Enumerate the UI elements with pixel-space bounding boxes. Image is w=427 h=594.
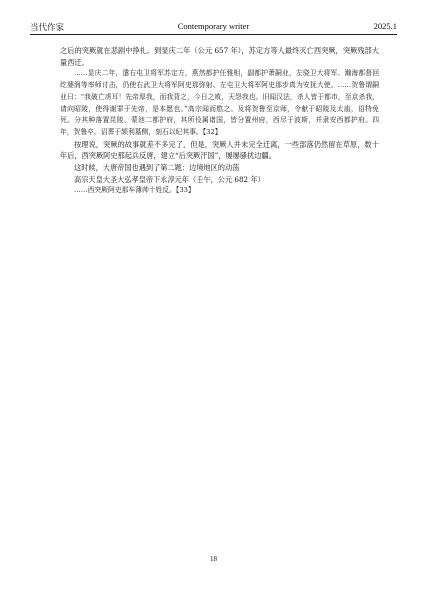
journal-title-en: Contemporary writer [177, 21, 250, 31]
running-header [30, 20, 397, 35]
paragraph: 按理说，突厥的故事就差不多完了，但是，突厥人并未完全迁离，一些部落仍然留在草原，数十年后，西突厥阿史那起兵反唐，建立“后突厥汗国”，屡屡骚扰边疆。 [60, 139, 379, 161]
article-body [60, 45, 379, 197]
paragraph: 这时候，大唐帝国也遇到了第二题：边境地区的动荡 [74, 163, 240, 173]
paragraph: 之后的突厥就在悲剧中挣扎。到显庆二年（公元 657 年），苏定方等人最终灭亡西突厥，突厥残部大量西迁。 [60, 46, 379, 67]
block-quote: ……显庆二年，遣右屯卫将军苏定方，燕然都护任雅相，副都护萧嗣业，左骁卫大将军、瀚海都督回纥婆润等率师讨击，仍使右武卫大将军阿史那弥射、左屯卫大将军阿史那步真为安抚大使。……贺鲁谓嗣业曰：“我破亡虏耳！先帝厚我，而我背之，今日之败，天怨我也。旧闻汉法，杀人皆于都市，至京杀我，请向昭陵，使得谢罪于先帝，是本愿也。”高宗闻而愍之。及将贺鲁至京师，令献于昭陵及太庙，诏特免死。分其种落置昆陵、蒙池二都护府，其所役属诸国，皆分置州府，西尽于波斯，并隶安西都护府。四年，贺鲁卒。诏葬于颉利墓侧，刻石以纪其事。【32】 [60, 69, 379, 136]
page-number: 18 [210, 555, 217, 563]
paragraph: 高宗天皇大圣大弘孝皇帝下永淳元年（壬午，公元 682 年） [74, 174, 265, 184]
issue-number: 2025.1 [373, 21, 397, 31]
journal-title-cn: 当代作家 [30, 22, 65, 32]
block-quote: ……西突厥阿史那车薄帅十姓反。【33】 [74, 186, 195, 195]
